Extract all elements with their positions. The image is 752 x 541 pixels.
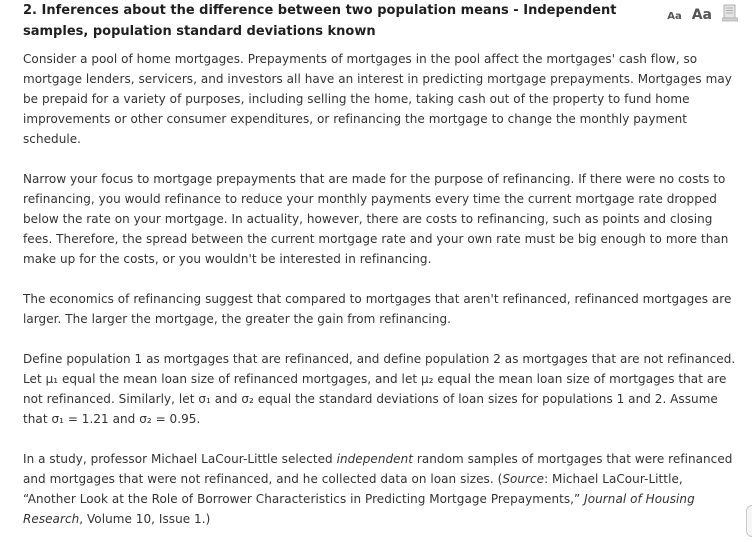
question-title <box>23 0 623 42</box>
paragraph-study <box>23 449 737 529</box>
sigma1-symbol: σ₁ <box>51 412 64 426</box>
question-title-line1: Inferences about the difference between two population means - Independent <box>41 3 617 18</box>
text-segment: , Volume 10, Issue 1.) <box>79 512 211 526</box>
text-segment: In a study, professor Michael LaCour-Little selected <box>23 452 337 466</box>
text-segment: equal the mean loan size of mortgages that are not refinanced. Similarly, let <box>23 372 727 406</box>
journal-name: Journal of Housing Research <box>23 492 695 526</box>
text-size-toolbar <box>667 1 738 23</box>
text-segment: equal the mean loan size of refinanced mortgages, and let <box>58 372 421 386</box>
question-number: 2. <box>23 3 37 18</box>
document-icon-graphic <box>722 4 738 22</box>
text-segment: random samples of mortgages that were refinanced and mortgages that were not refinanced, and he collected data on loan sizes. ( <box>23 452 733 486</box>
paragraph-refinancing-focus: Narrow your focus to mortgage prepayments that are made for the purpose of refinancing. If there were no costs to refinancing, you would refinance to reduce your monthly payments every time the current mortgage rate dropped below the rate on your mortgage. In actuality, however, there are costs to refinancing, such as points and closing fees. Therefore, the spread between the current mortgage rate and your own rate must be big enough to more than make up for the costs, or you wouldn't be interested in refinancing. <box>23 172 729 266</box>
mu1-symbol: μ₁ <box>45 372 59 386</box>
source-label: Source <box>502 472 545 486</box>
mu2-symbol: μ₂ <box>421 372 434 386</box>
document-icon[interactable] <box>722 1 738 23</box>
increase-text-size-button[interactable]: Aa <box>691 7 712 23</box>
sigma1-symbol: σ₁ <box>198 392 211 406</box>
sigma2-symbol: σ₂ <box>241 392 254 406</box>
text-segment: Define population 1 as mortgages that are refinanced, and define population 2 as mortgages that are not refinanced. Let <box>23 352 736 386</box>
text-segment: : Michael LaCour-Little, “Another Look at the Role of Borrower Characteristics in Predicting Mortgage Prepayments,” <box>23 472 683 506</box>
decrease-text-size-button[interactable]: Aa <box>667 11 682 22</box>
text-segment: and <box>210 392 242 406</box>
sigma1-value: = 1.21 and <box>63 412 140 426</box>
question-body <box>23 49 737 541</box>
sigma2-symbol: σ₂ <box>139 412 152 426</box>
question-header <box>23 0 623 42</box>
emphasis-independent: independent <box>336 452 413 466</box>
paragraph-prepayments: Consider a pool of home mortgages. Prepayments of mortgages in the pool affect the mortgages' cash flow, so mortgage lenders, servicers, and investors all have an interest in predicting mortgage prepayments. Mortgages may be prepaid for a variety of purposes, including selling the home, taking cash out of the property to fund home improvements or other consumer expenditures, or refinancing the mortgage to change the monthly payment schedule. <box>23 52 732 146</box>
question-title-line2: samples, population standard deviations known <box>23 24 376 39</box>
paragraph-population-definitions <box>23 349 737 429</box>
sigma2-value: = 0.95. <box>151 412 201 426</box>
scroll-handle[interactable] <box>746 505 752 537</box>
text-segment: equal the standard deviations of loan sizes for populations 1 and 2. Assume that <box>23 392 718 426</box>
paragraph-economics: The economics of refinancing suggest that compared to mortgages that aren't refinanced, refinanced mortgages are larger. The larger the mortgage, the greater the gain from refinancing. <box>23 292 732 326</box>
